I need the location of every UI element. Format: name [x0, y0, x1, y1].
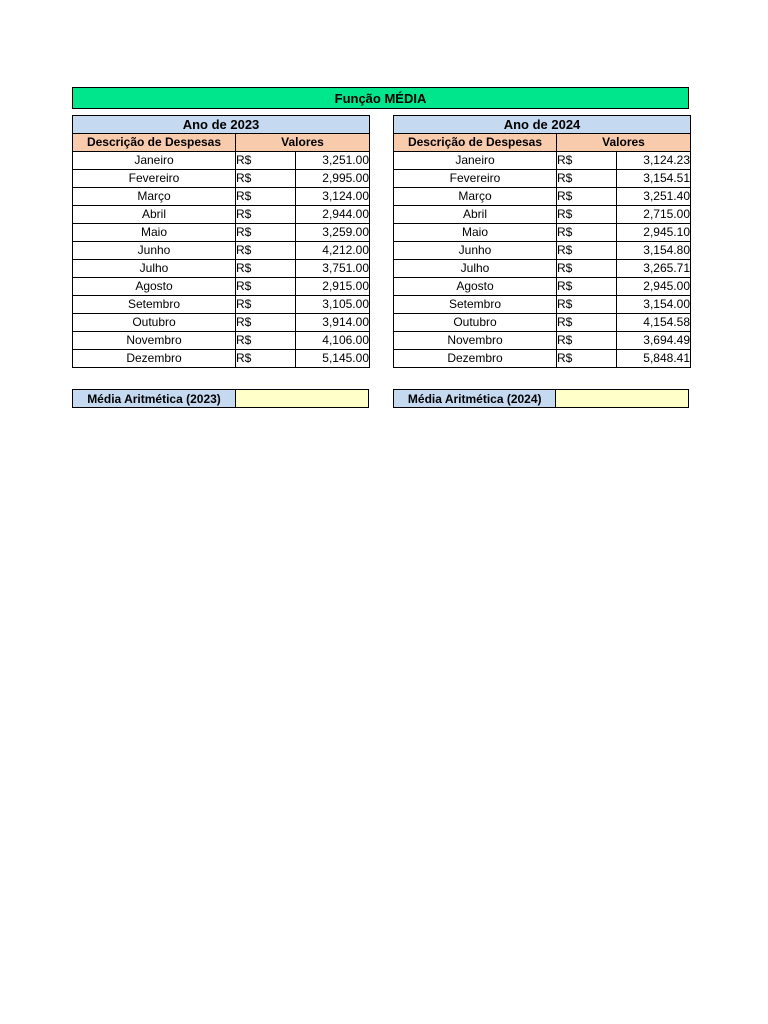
table-row — [394, 152, 691, 170]
value-cell[interactable]: 5,848.41 — [617, 350, 691, 368]
table-row — [73, 206, 370, 224]
value-cell[interactable]: 4,212.00 — [296, 242, 370, 260]
column-header-description[interactable]: Descrição de Despesas — [73, 134, 236, 152]
table-row — [394, 206, 691, 224]
table-row — [394, 188, 691, 206]
currency-cell[interactable]: R$ — [236, 260, 296, 278]
month-cell[interactable]: Dezembro — [394, 350, 557, 368]
average-row-2024 — [393, 389, 689, 408]
currency-cell[interactable]: R$ — [236, 278, 296, 296]
value-cell[interactable]: 3,265.71 — [617, 260, 691, 278]
month-cell[interactable]: Outubro — [73, 314, 236, 332]
currency-cell[interactable]: R$ — [236, 188, 296, 206]
currency-cell[interactable]: R$ — [236, 152, 296, 170]
average-label-2024[interactable]: Média Aritmética (2024) — [394, 390, 556, 407]
table-row — [394, 350, 691, 368]
month-cell[interactable]: Março — [394, 188, 557, 206]
value-cell[interactable]: 3,154.51 — [617, 170, 691, 188]
value-cell[interactable]: 3,251.00 — [296, 152, 370, 170]
value-cell[interactable]: 3,154.80 — [617, 242, 691, 260]
year-header-2024[interactable]: Ano de 2024 — [394, 116, 691, 134]
column-header-values[interactable]: Valores — [236, 134, 370, 152]
currency-cell[interactable]: R$ — [236, 224, 296, 242]
month-cell[interactable]: Outubro — [394, 314, 557, 332]
currency-cell[interactable]: R$ — [236, 350, 296, 368]
table-row — [73, 224, 370, 242]
value-cell[interactable]: 3,694.49 — [617, 332, 691, 350]
currency-cell[interactable]: R$ — [557, 350, 617, 368]
table-row — [394, 260, 691, 278]
table-row — [73, 188, 370, 206]
table-row — [394, 332, 691, 350]
month-cell[interactable]: Julho — [73, 260, 236, 278]
month-cell[interactable]: Janeiro — [73, 152, 236, 170]
month-cell[interactable]: Junho — [394, 242, 557, 260]
year-header-2023[interactable]: Ano de 2023 — [73, 116, 370, 134]
month-cell[interactable]: Julho — [394, 260, 557, 278]
value-cell[interactable]: 2,945.10 — [617, 224, 691, 242]
value-cell[interactable]: 3,259.00 — [296, 224, 370, 242]
table-row — [73, 278, 370, 296]
average-value-2023[interactable] — [236, 390, 368, 407]
average-label-2023[interactable]: Média Aritmética (2023) — [73, 390, 236, 407]
value-cell[interactable]: 3,124.23 — [617, 152, 691, 170]
currency-cell[interactable]: R$ — [557, 260, 617, 278]
table-row — [73, 170, 370, 188]
table-row — [394, 224, 691, 242]
average-value-2024[interactable] — [556, 390, 688, 407]
value-cell[interactable]: 3,751.00 — [296, 260, 370, 278]
currency-cell[interactable]: R$ — [557, 170, 617, 188]
month-cell[interactable]: Abril — [73, 206, 236, 224]
currency-cell[interactable]: R$ — [236, 242, 296, 260]
column-header-values[interactable]: Valores — [557, 134, 691, 152]
month-cell[interactable]: Setembro — [73, 296, 236, 314]
value-cell[interactable]: 2,995.00 — [296, 170, 370, 188]
month-cell[interactable]: Agosto — [394, 278, 557, 296]
currency-cell[interactable]: R$ — [557, 278, 617, 296]
currency-cell[interactable]: R$ — [236, 314, 296, 332]
value-cell[interactable]: 3,251.40 — [617, 188, 691, 206]
month-cell[interactable]: Março — [73, 188, 236, 206]
table-row — [73, 260, 370, 278]
table-row — [73, 314, 370, 332]
currency-cell[interactable]: R$ — [557, 188, 617, 206]
month-cell[interactable]: Dezembro — [73, 350, 236, 368]
currency-cell[interactable]: R$ — [557, 296, 617, 314]
table-row — [73, 332, 370, 350]
value-cell[interactable]: 2,915.00 — [296, 278, 370, 296]
currency-cell[interactable]: R$ — [236, 206, 296, 224]
value-cell[interactable]: 2,945.00 — [617, 278, 691, 296]
month-cell[interactable]: Fevereiro — [394, 170, 557, 188]
table-row — [394, 296, 691, 314]
month-cell[interactable]: Setembro — [394, 296, 557, 314]
table-row — [73, 152, 370, 170]
column-header-description[interactable]: Descrição de Despesas — [394, 134, 557, 152]
table-row — [73, 350, 370, 368]
table-row — [73, 296, 370, 314]
value-cell[interactable]: 4,154.58 — [617, 314, 691, 332]
currency-cell[interactable]: R$ — [557, 242, 617, 260]
month-cell[interactable]: Abril — [394, 206, 557, 224]
table-2023 — [72, 115, 370, 368]
table-row — [394, 170, 691, 188]
month-cell[interactable]: Junho — [73, 242, 236, 260]
value-cell[interactable]: 2,944.00 — [296, 206, 370, 224]
currency-cell[interactable]: R$ — [236, 170, 296, 188]
currency-cell[interactable]: R$ — [557, 206, 617, 224]
table-row — [394, 278, 691, 296]
month-cell[interactable]: Maio — [73, 224, 236, 242]
value-cell[interactable]: 3,914.00 — [296, 314, 370, 332]
currency-cell[interactable]: R$ — [236, 332, 296, 350]
currency-cell[interactable]: R$ — [557, 314, 617, 332]
table-2024 — [393, 115, 691, 368]
month-cell[interactable]: Agosto — [73, 278, 236, 296]
table-row — [394, 314, 691, 332]
currency-cell[interactable]: R$ — [557, 332, 617, 350]
table-row — [394, 242, 691, 260]
currency-cell[interactable]: R$ — [236, 296, 296, 314]
average-row-2023 — [72, 389, 369, 408]
currency-cell[interactable]: R$ — [557, 224, 617, 242]
sheet-title[interactable]: Função MÉDIA — [72, 87, 689, 109]
month-cell[interactable]: Maio — [394, 224, 557, 242]
value-cell[interactable]: 3,105.00 — [296, 296, 370, 314]
value-cell[interactable]: 5,145.00 — [296, 350, 370, 368]
value-cell[interactable]: 2,715.00 — [617, 206, 691, 224]
value-cell[interactable]: 3,154.00 — [617, 296, 691, 314]
value-cell[interactable]: 3,124.00 — [296, 188, 370, 206]
month-cell[interactable]: Janeiro — [394, 152, 557, 170]
month-cell[interactable]: Fevereiro — [73, 170, 236, 188]
value-cell[interactable]: 4,106.00 — [296, 332, 370, 350]
table-row — [73, 242, 370, 260]
month-cell[interactable]: Novembro — [394, 332, 557, 350]
currency-cell[interactable]: R$ — [557, 152, 617, 170]
month-cell[interactable]: Novembro — [73, 332, 236, 350]
